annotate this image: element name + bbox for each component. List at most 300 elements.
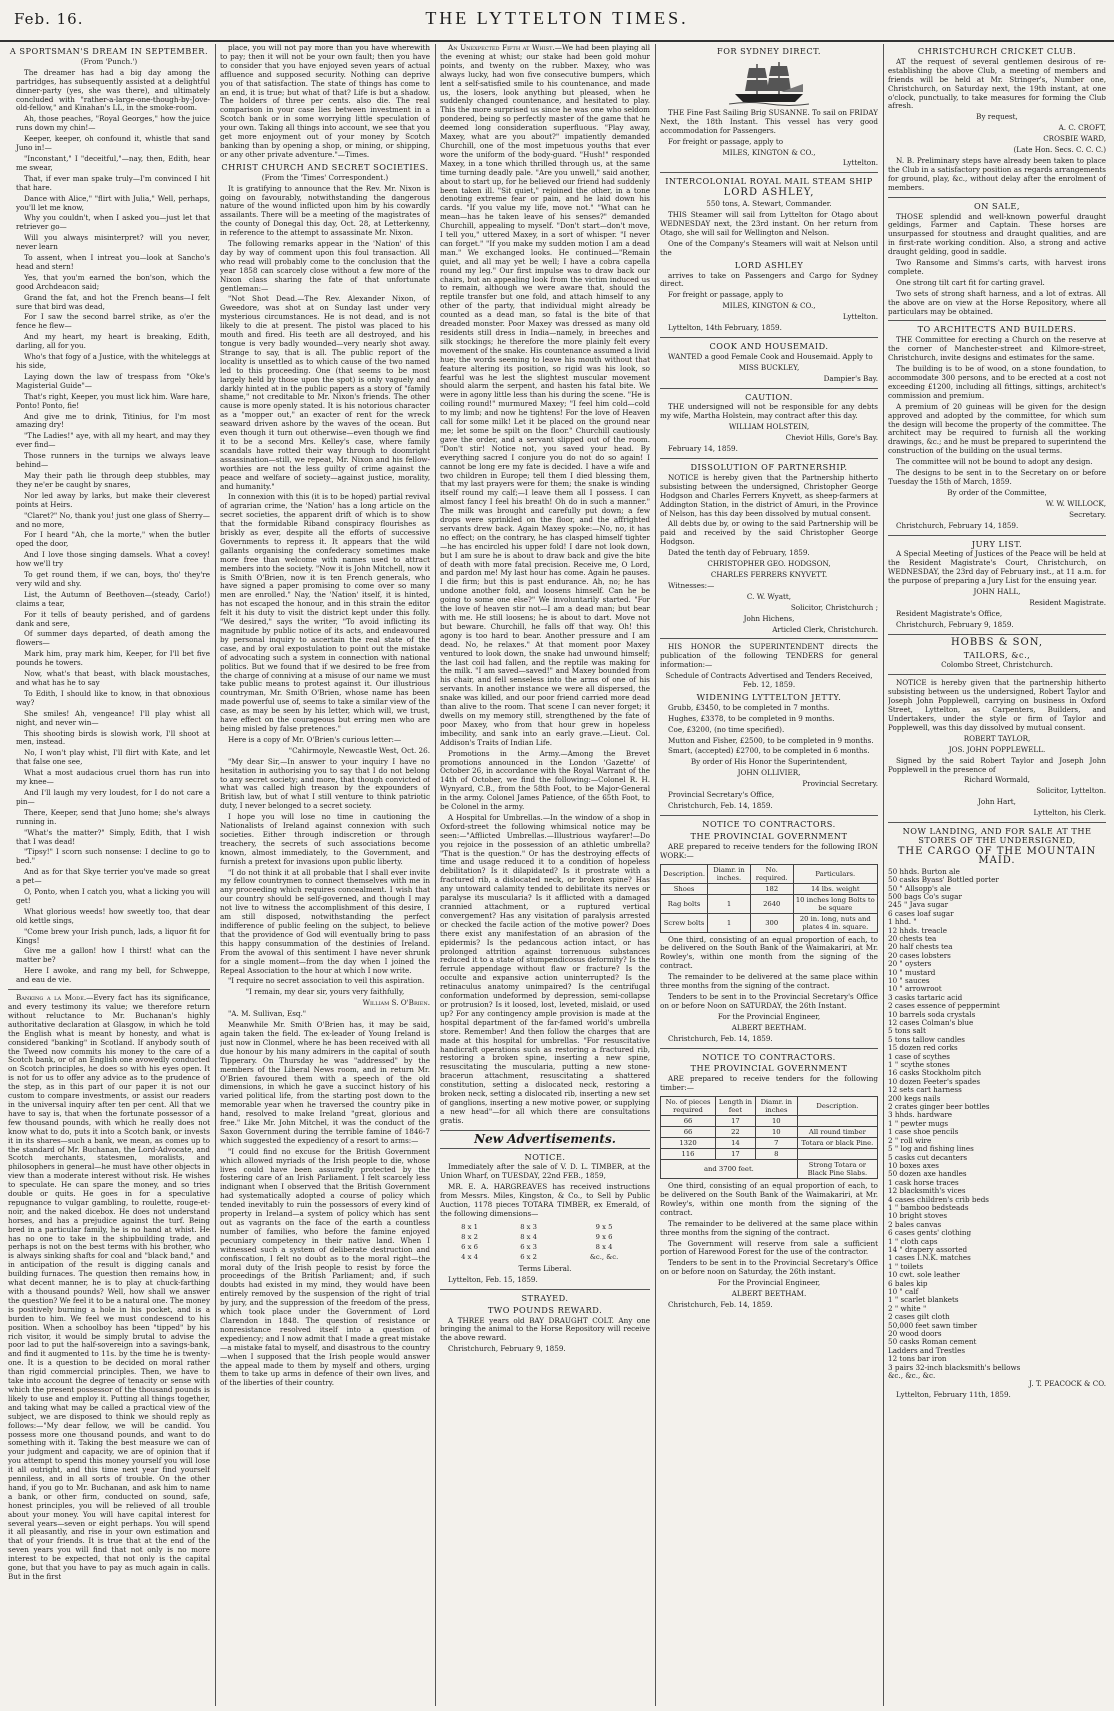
contractors-date: Christchurch, Feb. 14, 1859. (668, 1300, 773, 1309)
architects-order: By order of the Committee, (947, 487, 1047, 497)
sale-paragraph: Two sets of strong shaft harness, and a lot of extras. All the above are on view at the Horse Repository, where all particulars may be obtained. (888, 288, 1106, 316)
column-5 (888, 44, 1106, 1706)
cargo-item: 12 tons bar iron (888, 1354, 947, 1364)
strayed-subtitle: TWO POUNDS REWARD. (487, 1304, 603, 1315)
poem-line: To assent, when I intreat you—look at Sancho's head and stern! (16, 253, 210, 271)
caution-paragraph: THE undersigned will not be responsible for any debts my wife, Martha Holstein, may contract after this day. (660, 402, 878, 421)
notice-paragraph: Immediately after the sale of V. D. L. TIMBER, at the Union Wharf, on TUESDAY, 22nd FEB., 1859, (440, 1162, 650, 1181)
poem-line: "Inconstant," I "deceitful,"—nay, then, Edith, hear me swear, (16, 153, 210, 172)
dissolution-title: DISSOLUTION OF PARTNERSHIP. (690, 462, 848, 472)
architects-paragraph: THE Committee for erecting a Church on the reserve at the corner of Manchester-street and Kilmore-street, Christchurch, invite designs and estimates for the same. (888, 335, 1106, 363)
jury-role: Resident Magistrate. (1029, 597, 1106, 607)
cargo-list (888, 868, 1106, 1381)
contractors-date: Christchurch, Feb. 14, 1859. (668, 1033, 773, 1043)
cargo-item: 1 " scythe stones (888, 1060, 950, 1070)
jury-title: JURY LIST. (971, 538, 1023, 549)
table-row (661, 894, 878, 913)
strayed-date: Christchurch, February 9, 1859. (448, 1344, 566, 1354)
jetty-line: Smart, (accepted) £2700, to be completed in 6 months. (668, 746, 870, 756)
table-cell: 2640 (750, 894, 793, 913)
poem-line: That's right, Keeper, you must lick him. Ware hare, Ponto! Ponto, fie! (16, 391, 210, 410)
cargo-item: 1 case shoe pencils (888, 1127, 959, 1137)
cargo-item: 2 bales canvas (888, 1219, 942, 1229)
dimension: 6 x 6 (461, 1242, 478, 1251)
contractors-name: ALBERT BEETHAM. (731, 1022, 807, 1032)
table-cell: 116 (661, 1149, 716, 1160)
poem-line: List, the Autumn of Beethoven—(steady, Carlo!) claims a tear, (16, 589, 210, 608)
contractors-paragraph: ARE prepared to receive tenders for the following timber:— (660, 1074, 878, 1093)
sydney-title: FOR SYDNEY DIRECT. (717, 46, 821, 56)
cargo-item: 2 " white " (888, 1303, 927, 1313)
cricket-role: (Late Hon. Secs. C. C. C.) (1013, 145, 1106, 155)
article-paragraph: "A. M. Sullivan, Esq." (228, 1009, 307, 1019)
article-paragraph: "I could find no excuse for the British Government which allowed myriads of the Irish people to die, whose lives could have been assuredly protected by the fostering care of an Irish Parliament. I felt scarcely less indignant when I observed that the British Government had systematically adopted a course of policy which tended inevitably to ruin the possessors of every kind of property in Ireland—a system of policy which has sent out as vagrants on the face of the earth a countless number of families, who before the famine enjoyed pecuniary competency in their native land. When I witnessed such a system of deliberate destruction and confiscation, I felt no doubt as to the moral right—the moral duty of the Irish people to resist by force the proceedings of the British Parliament; and, if such doubts had existed in my mind, they would have been entirely removed by the suspension of the right of trial by jury, and the suppression of the freedom of the press, which took place under the Government of Lord Clarendon in 1848. The question of resistance or nonresistance resolved itself into a question of expediency; and I now admit that I made a great mistake—a mistake fatal to myself, and disastrous to the country—when I supposed that the Irish people would answer the appeal made to them by myself and others, urging them to take up arms in defence of their own lives, and of the liberties of their country. (220, 1146, 430, 1388)
poem-line: There, Keeper, send that Juno home; she's always running in. (16, 807, 210, 826)
witness-name: C. W. Wyatt, (746, 591, 792, 601)
whist-title: An Unexpected Fifth at Whist. (448, 44, 555, 52)
table-header: Particulars. (793, 864, 877, 883)
partnership-name: JOS. JOHN POPPLEWELL. (948, 744, 1046, 754)
steam-agent: MILES, KINGTON & CO., (722, 301, 816, 311)
article-paragraph: The following remarks appear in the 'Nation' of this day by way of comment upon this foul transaction. All who read will probably come to the conclusion that the year 1858 can scarcely close without a few more of the Nixon class sharing the fate of that unfortunate gentleman:— (220, 239, 430, 293)
sale-title: ON SALE, (973, 200, 1021, 211)
poem-line: That, if ever man spake truly—I'm convinced I hit that hare. (16, 173, 210, 192)
cargo-item: 6 cases gents' clothing (888, 1228, 972, 1238)
table-header: Length in feet (716, 1097, 756, 1116)
contractors-paragraph: The remainder to be delivered at the same place within three months from the signing of the contract. (660, 1218, 878, 1237)
contractors-paragraph: Tenders to be sent in to the Provincial Secretary's Office on or before noon on Saturday, the 26th instant. (660, 1258, 878, 1277)
dissolution-date: Dated the tenth day of February, 1859. (668, 548, 810, 558)
architects-paragraph: The committee will not be bound to adopt any design. (896, 457, 1093, 467)
jetty-line: Mutton and Fisher, £2500, to be completed in 9 months. (668, 735, 874, 745)
jetty-role: Provincial Secretary. (802, 779, 878, 789)
dimension: 4 x 4 (461, 1252, 478, 1261)
table-header: Description. (661, 864, 708, 883)
banking-continued: place, you will not pay more than you have wherewith to pay; then it will not be your own fault; then you have to consider that you have enjoyed seven years of actual affluence and supposed security. Nothing can deprive you of that satisfaction. The state of things has come to an end, it is true; but what of that? Life is but a shadow. The holders of three per cents. also die. The real comparison in your case lies between investment in a Scotch bank or in some worrying little speculation of your own. Taking all things into account, we see that you get more enjoyment out of your money by Scotch banking than by opening a shop, or mining, or shipping, or any other private adventure."—Times. (220, 44, 430, 159)
caution-date: February 14, 1859. (668, 444, 738, 454)
banking-text: Every fact has its significance, and every testimony its value; we therefore return without reluctance to Mr. Buchanan's highly authoritative declaration at Glasgow, in which he told the English what is meant by honesty, and what is considered "banking" in Scotland. If anybody south of the Tweed now commits his money to the care of a Scotch bank, or of an English one avowedly conducted on Scotch principles, he does so with his eyes open. It is not for us to offer any advice as to the prudence of the step, as in this part of our paper it is not our custom to compare investments, or assist our readers in the universal inquiry after ten per cent. All that we have to say is, that when the fortunate possessor of a few thousand pounds, with which he really does not know what to do, puts it into a Scotch bank, or invests it in its shares—such a bank, we mean, as comes up to the standard of Mr. Buchanan, the Lord-Advocate, and Scotch merchants, statesmen, moralists, and philosophers in general—he must have other objects in view than a moderate interest without risk. He wishes to speculate. He can spare the money, and so tries double or quits. He goes in for a speculative repugnance to vulgar gambling, to roulette, rouge-et-noir, and the naked dicebox. He does not understand horses, and has a prejudice against the turf. Being bred in a particular family, he is no hand at whist. He has no one to take in the shipbuilding trade, and perhaps is not on the best terms with his brother, who is always sinking shafts for coal and "black band," and in anticipation of the result is digging canals and building furnaces. The question then remains how, in what decent manner, he is to play at chuck-farthing with a thousand pounds? Well, how shall we answer the question? We feel it to be a natural one. The money is positively burning a hole in his pocket, and is a burden to him. We feel we must condescend to his position. When a schoolboy has been "tipped" by his rich visitor, it would be simply brutal to advise the poor lad to put the half-sovereign into a savings-bank, and find it augmented to 11s. by the time he is twenty-one. It is a question to be decided on moral rather than rigid commercial principles. Then, we have to take into account the degree of tenacity or sense with which the present possessor of the thousand pounds is likely to use and employ it. Putting all things together, and taking what may be called a practical view of the subject, we are disposed to think we should reply as follows:—"My dear fellow, we will be candid. You possess more one thousand pounds, and want to do something with it. Taking the best measure we can of your judgment and capacity, we are of opinion that if you attempt to spend this money yourself you will lose it all outright, and this time next year find yourself penniless, and in all sorts of trouble. On the other hand, if you go to Mr. Buchanan, and ask him to name a bank, or other firm, conducted on sound, safe, honest principles, you will be relieved of all trouble about your money. You will have capital interest for several years—seven or eight perhaps. You will spend it all pleasantly, and rise in your own estimation and that of your friends. It is true that at the end of the seven years you will find that not only is no more interest to be expected, that not only is the capital gone, but that you have to pay as much again in calls. But in the first (8, 993, 210, 1581)
architects-name: W. W. WILLOCK, (1045, 498, 1106, 508)
table-header: Description. (797, 1097, 877, 1116)
poem-line: Of summer days departed, of death among the flowers— (16, 629, 210, 648)
dissolution-signatory: CHARLES FERRERS KNYVETT. (710, 569, 828, 579)
cargo-item: 4 cases children's crib beds (888, 1194, 989, 1204)
cargo-item: 20 " oysters (888, 959, 932, 969)
superintendent-paragraph: HIS HONOR the SUPERINTENDENT directs the publication of the following TENDERS for general information:— (660, 642, 878, 670)
poem-line: "Claret?" No, thank you! just one glass of Sherry—and no more, (16, 510, 210, 529)
cargo-item: 5 tons tallow candles (888, 1034, 965, 1044)
table-cell: Screw bolts (661, 913, 708, 932)
table-cell: Strong Totara or Black Pine Slabs. (797, 1160, 877, 1179)
table-row (661, 913, 878, 932)
dimension: 6 x 3 (520, 1242, 537, 1251)
poem-line: Mark him, pray mark him, Keeper, for I'll bet five pounds he towers. (16, 649, 210, 668)
contractors-name: ALBERT BEETHAM. (731, 1289, 807, 1299)
cargo-item: 5 casks cut decanters (888, 1152, 968, 1162)
article-paragraph: "Cahirmoyle, Newcastle West, Oct. 26. (288, 745, 430, 755)
cargo-item: 3 hhds. hardware (888, 1110, 953, 1120)
cargo-item: 12 sets cart harness (888, 1085, 962, 1095)
partnership-witness: John Hart, (978, 797, 1016, 807)
column-1: A SPORTSMAN'S DREAM IN SEPTEMBER. (From 'Punch.') The dreamer has had a big day among the partridges, has subsequently assisted at a delightful dinner-party (yes, she was there), and ultimately concluded with "rather-a-large-one-though-by-Jove-old-fellow," and Kinahan's LL, in the smoke-room. Ah, those peaches, "Royal Georges," how the juice runs down my chin!— Keeper, keeper, oh confound it, whistle that sand Juno in!— "Inconstant," I "deceitful,"—nay, then, Edith, hear me swear, That, if ever man spake truly—I'm convinced I hit that hare. Dance with Alice," "flirt with Julia," Well, perhaps, you'll let me know, Why you couldn't, when I asked you—just let that retriever go— Will you always misinterpret? will you never, never learn To assent, when I intreat you—look at Sancho's head and stern! Yes, that you'm earned the bon'son, which the good Archdeacon said; Grand the fat, and hot the French beans—I felt sure that bird was dead, For I saw the second barrel strike, as o'er the fence he flew— And my heart, my heart is breaking, Edith, darling, all for you. Who's that fogy of a Justice, with the whiteleggs at his side, Laying down the law of trespass from "Oke's Magisterial Guide"— That's right, Keeper, you must lick him. Ware hare, Ponto! Ponto, fie! And give me to drink, Titinius, for I'm most amazing dry! "The Ladies!" aye, with all my heart, and may they ever find— Those runners in the turnips we always leave behind— May their path lie through deep stubbles, may they ne'er be caught by snares, Nor led away by larks, but make their cleverest points at Heirs. "Claret?" No, thank you! just one glass of Sherry—and no more, For I heard "Ah, che la morte," when the butler oped the door, And I love those singing damsels. What a covey! how we'll try To get round them, if we can, boys, tho' they're very wild and shy. List, the Autumn of Beethoven—(steady, Carlo!) claims a tear, For it tells of beauty perished, and of gardens dank and sere, Of summer days departed, of death among the flowers— Mark him, pray mark him, Keeper, for I'll bet five pounds he towers. Now, what's that beast, with black moustaches, and what has he to say To Edith, I should like to know, in that obnoxious way? She smiles! Ah, vengeance! I'll play whist all night, and never win— This shooting birds is slowish work, I'll shoot at men, instead. No, I won't play whist, I'll flirt with Kate, and let that false one see, What a most audacious cruel thorn has run into my knee— And I'll laugh my very loudest, for I do not care a pin— There, Keeper, send that Juno home; she's always running in. "What's the matter?" Simply, Edith, that I wish that I was dead! "Tipsy!" I scorn such nonsense: I decline to go to bed." And as for that Skye terrier you've made so great a pet— O, Ponto, when I catch you, what a licking you will get! What glorious weeds! how sweetly too, that dear old kettle sings, "Come brew your Irish punch, lads, a liquor fit for Kings! Give me a gallon! how I thirst! what can the matter be? Here I awoke, and rang my bell, for Schweppe, and eau de vie. Banking a la Mode.—Every fact has its significance, and every testimony its value; we therefore return without reluctance to Mr. Buchanan's highly authoritative declaration at Glasgow, in which he told the English what is meant by honesty, and what is considered "banking" in Scotland. If anybody south of the Tweed now commits his money to the care of a Scotch bank, or of an English one avowedly conducted on Scotch principles, he does so with his eyes open. It is not for us to offer any advice as to the prudence of the step, as in this part of our paper it is not our custom to compare investments, or assist our readers in the universal inquiry after ten per cent. All that we have to say is, that when the fortunate possessor of a few thousand pounds, with which he really does not know what to do, puts it into a Scotch bank, or invests it in its shares—such a bank, we mean, as comes up to the standard of Mr. Buchanan, the Lord-Advocate, and Scotch merchants, statesmen, moralists, and philosophers in general—he must have other objects in view than a moderate interest without risk. He wishes to speculate. He can spare the money, and so tries double or quits. He goes in for a speculative repugnance to vulgar gambling, to roulette, rouge-et-noir, and the naked dicebox. He does not understand horses, and has a prejudice against the turf. Being bred in a particular family, he is no hand at whist. He has no one to take in the shipbuilding trade, and perhaps is not on the best terms with his brother, who is always sinking shafts for coal and "black band," and in anticipation of the result is digging canals and building furnaces. The question then remains how, in what decent manner, he is to play at chuck-farthing with a thousand pounds? Well, how shall we answer the question? We feel it to be a natural one. The money is positively burning a hole in his pocket, and is a burden to him. We feel we must condescend to his position. When a schoolboy has been "tipped" by his rich visitor, it would be simply brutal to advise the poor lad to put the half-sovereign into a savings-bank, and find it augmented to 11s. by the time he is twenty-one. It is a question to be decided on moral rather than rigid commercial principles. Then, we have to take into account the degree of tenacity or sense with which the present possessor of the thousand pounds is likely to use and employ it. Putting all things together, and taking what may be called a practical view of the subject, we are disposed to think we should reply as follows:—"My dear fellow, we will be candid. You possess more one thousand pounds, and want to do something with it. Taking the best measure we can of your judgment and capacity, we are of opinion that if you attempt to spend this money yourself you will lose it all outright, and this time next year find yourself penniless, and in all sorts of trouble. On the other hand, if you go to Mr. Buchanan, and ask him to name a bank, or other firm, conducted on sound, safe, honest principles, you will be relieved of all trouble about your money. You will have capital interest for several years—seven or eight perhaps. You will spend it all pleasantly, and rise in your own estimation and that of your friends. It is true that at the end of the seven years you will find that not only is no more interest to be expected, that not only is the capital gone, but that you have to pay as much again in calls. But in the first (8, 46, 210, 1581)
cargo-date: Lyttelton, February 11th, 1859. (896, 1390, 1011, 1400)
cargo-item: 20 chests tea (888, 933, 937, 943)
table-cell: Shoes (661, 883, 708, 894)
cargo-item: 10 " arrowroot (888, 984, 942, 994)
table-row (661, 1149, 878, 1160)
partnership-witness: Richard Wormald, (964, 775, 1030, 785)
contractors-title: NOTICE TO CONTRACTORS. (702, 1051, 836, 1062)
table-header: No. of pieces required (661, 1097, 716, 1116)
cook-name: MISS BUCKLEY, (738, 362, 800, 372)
cargo-item: 10 " sauces (888, 975, 930, 985)
architects-paragraph: The designs to be sent in to the Secretary on or before Tuesday the 15th of March, 1859. (888, 468, 1106, 486)
cargo-item: 2 " roll wire (888, 1135, 932, 1145)
poem-line: "What's the matter?" Simply, Edith, that I wish that I was dead! (16, 827, 210, 846)
cricket-title: CHRISTCHURCH CRICKET CLUB. (917, 46, 1077, 56)
cricket-request: By request, (976, 112, 1018, 122)
table-cell: 10 inches long Bolts to be square (793, 894, 877, 913)
partnership-witness-role: Solicitor, Lyttelton. (1036, 786, 1106, 796)
poem-line: Yes, that you'm earned the bon'son, which the good Archdeacon said; (16, 272, 210, 291)
table-cell: 7 (755, 1138, 797, 1149)
table-cell (797, 1149, 877, 1160)
contractors-paragraph: One third, consisting of an equal proportion of each, to be delivered on the South Bank of the Waimakariri, at Mr. Rowley's, within one month from the signing of the contract. (660, 1181, 878, 1217)
hobbs-title: HOBBS & SON, (950, 636, 1044, 648)
contractors-subtitle: THE PROVINCIAL GOVERNMENT (690, 1063, 848, 1074)
hobbs-place: Colombo Street, Christchurch. (941, 660, 1053, 670)
sydney-freight: For freight or passage, apply to (668, 136, 784, 146)
poem-line: Laying down the law of trespass from "Oke's Magisterial Guide"— (16, 371, 210, 390)
steam-paragraph: One of the Company's Steamers will wait at Nelson until the (660, 238, 878, 257)
cargo-item: 1 " toilets (888, 1261, 924, 1271)
table-cell: 1 (708, 913, 751, 932)
cargo-item: 1 cases I.N.K. matches (888, 1253, 971, 1263)
cargo-item: 2 crates ginger beer bottles (888, 1102, 990, 1112)
columns (8, 44, 1108, 1706)
cargo-item: 16 casks Stockholm pitch (888, 1068, 982, 1078)
jury-paragraph: A Special Meeting of Justices of the Peace will be held at the Resident Magistrate's Court, Christchurch, on WEDNESDAY, the 23rd day of February inst., at 11 a.m. for the purpose of preparing a Jury List for the ensuing year. (888, 549, 1106, 586)
poem-title: A SPORTSMAN'S DREAM IN SEPTEMBER. (9, 46, 209, 56)
table-cell: 14 (716, 1138, 756, 1149)
table-cell: 17 (716, 1149, 756, 1160)
steam-paragraph: arrives to take on Passengers and Cargo for Sydney direct. (660, 270, 878, 289)
cargo-item: 12 hhds. treacle (888, 925, 947, 935)
cargo-item: 2 cases gilt cloth (888, 1312, 950, 1322)
poem-line: No, I won't play whist, I'll flirt with Kate, and let that false one see, (16, 748, 210, 767)
contractors-for: For the Provincial Engineer, (717, 1278, 821, 1288)
jetty-name: JOHN OLLIVIER, (737, 768, 801, 778)
witness-role: Articled Clerk, Christchurch. (772, 624, 878, 634)
secret-societies-source: (From the 'Times' Correspondent.) (261, 172, 389, 182)
table-row (661, 1116, 878, 1127)
cargo-item: 500 bags Co's sugar (888, 891, 962, 901)
cargo-item: 10 " calf (888, 1287, 919, 1296)
dimension: 9 x 5 (595, 1222, 613, 1231)
partnership-name: ROBERT TAYLOR, (963, 733, 1031, 743)
jury-date: Christchurch, February 9, 1859. (896, 619, 1014, 629)
poem-line: What glorious weeds! how sweetly too, that dear old kettle sings, (16, 906, 210, 925)
poem-line: She smiles! Ah, vengeance! I'll play whist all night, and never win— (16, 708, 210, 727)
issue-date: Feb. 16. (14, 10, 84, 28)
superintendent-schedule: Schedule of Contracts Advertised and Tenders Received, Feb. 12, 1859. (665, 671, 873, 690)
dimension: 9 x 6 (595, 1232, 613, 1241)
table-cell: 66 (661, 1116, 716, 1127)
masthead (0, 0, 1114, 42)
ship-icon (729, 58, 809, 106)
table-header: Diamr. in inches (755, 1097, 797, 1116)
cricket-paragraph: AT the request of several gentlemen desirous of re-establishing the above Club, a meeting of members and friends will be held at Mr. Stringer's, Number one, Christchurch, on Saturday next, the 19th instant, at one o'clock, punctually, to take measures for forming the Club afresh. (888, 56, 1106, 111)
poem-line: The dreamer has had a big day among the partridges, has subsequently assisted at a delightful dinner-party (yes, she was there), and ultimately concluded with "rather-a-large-one-though-by-Jove-old-fellow," and Kinahan's LL, in the smoke-room. (16, 67, 210, 113)
column-2 (220, 44, 430, 1706)
architects-date: Christchurch, February 14, 1859. (896, 520, 1019, 530)
strayed-title: STRAYED. (521, 1292, 569, 1303)
cargo-item: 6 bales kip (888, 1278, 928, 1288)
table-cell: 10 (755, 1116, 797, 1127)
new-advertisements-heading: New Advertisements. (474, 1131, 616, 1146)
poem-line: To Edith, I should like to know, in that obnoxious way? (16, 688, 210, 707)
contractors-title: NOTICE TO CONTRACTORS. (702, 818, 836, 829)
jury-office: Resident Magistrate's Office, (896, 608, 1003, 618)
cargo-item: 1 " pewter mugs (888, 1118, 949, 1128)
cargo-item: 1 case of scythes (888, 1051, 950, 1061)
whist-text: We had been playing all the evening at whist; our stake had been gold mohur points, and twenty on the rubber. Maxey, who was always lucky, had won five consecutive bumpers, which lent a self-satisfied smile to his countenance, and made us, the losers, look anything but pleased, when he suddenly changed countenance, and hesitated to play. This the more surprised us since he was one who seldom pondered, being so perfectly master of the game that he deemed long consideration superfluous. "Play away, Maxey, what are you about?" impatiently demanded Churchill, one of the most impetuous youths that ever wore the uniform of the body-guard. "Hush!" responded Maxey, in a tone which thrilled through us, at the same time turning deadly pale. "Are you unwell," said another, about to start up, for he believed our friend had suddenly been taken ill. "Sit quiet," rejoined the other, in a tone denoting extreme fear or pain, and he laid down his cards. "If you value my life, move not." "What can he mean—has he taken leave of his senses?" demanded Churchill, appealing to myself. "Don't start—don't move, I tell you," uttered Maxey, in a sort of whisper. "I never can forget." "If you make my sudden motion I am a dead man." We exchanged looks. He continued—"Remain quiet, and all may yet be well; I have a cobra capella round my leg." Our first impulse was to draw back our chairs, but an appealing look from the victim induced us to remain, although we were aware that, should the reptile transfer but one fold, and attach himself to any other of the party, that individual might already be counted as a dead man, so fatal is the bite of that dreaded monster. Poor Maxey was dressed as many old residents still dress in India—namely, in breeches and silk stockings; he therefore the more plainly felt every movement of the snake. His countenance assumed a livid hue; the words seeming to leave his mouth without that feature altering its position, so rigid was his look, so fearful was he lest the slightest muscular movement should alarm the serpent, and hasten his fatal bite. We were in agony little less than his during the scene. "He is coiling round!" murmured Maxey; "I feel him cold—cold to my limb; and now he tightens! For the love of Heaven call for some milk! Let it be placed on the ground near me; let some be spilt on the floor." Churchill cautiously gave the order, and a servant slipped out of the room. "Don't stir! Notice not, you saved your head. By everything sacred I conjure you do not do so again! I cannot be long ere my fate is decided. I have a wife and two children in Europe; tell them I died blessing them, that my last prayers were for them; the snake is winding itself round my calf;—I leave them all I possess. I can almost fancy I feel his breath! Oh do in such a manner." The milk was brought and carefully put down; a few drops were sprinkled on the floor, and the affrighted servants drew back. Again Maxey spoke:—No, no, it has no effect; on the contrary, he has clasped himself tighter—he has encircled his upper fold! I dare not look down, but I am sure he is about to draw back and give the bite of death with more fatal precision. Receive me, O Lord, and pardon me! My last hour has come. Again he pauses. I die firm; but this is past endurance. Ah, no; he has undone another fold, and loosens himself. Can he be going to some one else?" We involuntarily started. "For the love of heaven stir not—I am a dead man; but bear with me. He still loosens; he is about to dart. Move not but beware. Churchill, he falls off that way. Oh! this agony is too hard to bear. Another pressure and I am dead. No, he relaxes." At that moment poor Maxey ventured to look down, the snake had unwound himself; the last coil had fallen, and the reptile was making for the milk. "I am saved—saved!" and Maxey bounded from his chair, and fell senseless into the arms of one of his servants. In another instance we were all dispersed, the snake was killed, and our poor friend carried more dead than alive to the room. That scene I can never forget; it dwells on my memory still, strengthened by the fate of poor Maxey, who from that hour grew in hopeless imbecility, and sank into an early grave.—Lieut. Col. Addison's Traits of Indian Life. (440, 44, 650, 747)
table-cell: 20 in. long, nuts and plates 4 in. square. (793, 913, 877, 932)
article-signature: William S. O'Brien. (362, 998, 430, 1008)
contractors-paragraph: ARE prepared to receive tenders for the following IRON WORK:— (660, 841, 878, 860)
cargo-item: 10 boxes axes (888, 1160, 939, 1170)
poem-line: This shooting birds is slowish work, I'll shoot at men, instead. (16, 728, 210, 747)
terms: Terms Liberal. (518, 1263, 572, 1273)
table-cell (797, 1116, 877, 1127)
column-3: An Unexpected Fifth at Whist.—We had been playing all the evening at whist; our stake had been gold mohur points, and twenty on the rubber. Maxey, who was always lucky, had won five consecutive bumpers, which lent a self-satisfied smile to his countenance, and made us, the losers, look anything but pleased, when he suddenly changed countenance, and hesitated to play. This the more surprised us since he was one who seldom pondered, being so perfectly master of the game that he deemed long consideration superfluous. "Play away, Maxey, what are you about?" impatiently demanded Churchill, one of the most impetuous youths that ever wore the uniform of the body-guard. "Hush!" responded Maxey, in a tone which thrilled through us, at the same time turning deadly pale. "Are you unwell," said another, about to start up, for he believed our friend had suddenly been taken ill. "Sit quiet," rejoined the other, in a tone denoting extreme fear or pain, and he laid down his cards. "If you value my life, move not." "What can he mean—has he taken leave of his senses?" demanded Churchill, appealing to myself. "Don't start—don't move, I tell you," uttered Maxey, in a sort of whisper. "I never can forget." "If you make my sudden motion I am a dead man." We exchanged looks. He continued—"Remain quiet, and all may yet be well; I have a cobra capella round my leg." Our first impulse was to draw back our chairs, but an appealing look from the victim induced us to remain, although we were aware that, should the reptile transfer but one fold, and attach himself to any other of the party, that individual might already be counted as a dead man, so fatal is the bite of that dreaded monster. Poor Maxey was dressed as many old residents still dress in India—namely, in breeches and silk stockings; he therefore the more plainly felt every movement of the snake. His countenance assumed a livid hue; the words seeming to leave his mouth without that feature altering its position, so rigid was his look, so fearful was he lest the slightest muscular movement should alarm the serpent, and hasten his fatal bite. We were in agony little less than his during the scene. "He is coiling round!" murmured Maxey; "I feel him cold—cold to my limb; and now he tightens! For the love of Heaven call for some milk! Let it be placed on the ground near me; let some be spilt on the floor." Churchill cautiously gave the order, and a servant slipped out of the room. "Don't stir! Notice not, you saved your head. By everything sacred I conjure you do not do so again! I cannot be long ere my fate is decided. I have a wife and two children in Europe; tell them I died blessing them, that my last prayers were for them; the snake is winding itself round my calf;—I leave them all I possess. I can almost fancy I feel his breath! Oh do in such a manner." The milk was brought and carefully put down; a few drops were sprinkled on the floor, and the affrighted servants drew back. Again Maxey spoke:—No, no, it has no effect; on the contrary, he has clasped himself tighter—he has encircled his upper fold! I dare not look down, but I am sure he is about to draw back and give the bite of death with more fatal precision. Receive me, O Lord, and pardon me! My last hour has come. Again he pauses. I die firm; but this is past endurance. Ah, no; he has undone another fold, and loosens himself. Can he be going to some one else?" We involuntarily started. "For the love of heaven stir not—I am a dead man; but bear with me. He still loosens; he is about to dart. Move not but beware. Churchill, he falls off that way. Oh! this agony is too hard to bear. Another pressure and I am dead. No, he relaxes." At that moment poor Maxey ventured to look down, the snake had unwound himself; the last coil had fallen, and the reptile was making for the milk. "I am saved—saved!" and Maxey bounded from his chair, and fell senseless into the arms of one of his servants. In another instance we were all dispersed, the snake was killed, and our poor friend carried more dead than alive to the room. That scene I can never forget; it dwells on my memory still, strengthened by the fate of poor Maxey, who from that hour grew in hopeless imbecility, and sank into an early grave.—Lieut. Col. Addison's Traits of Indian Life. Promotions in the Army.—Among the Brevet promotions announced in the London 'Gazette' of October 26, in accordance with the Royal Warrant of the 14th of October, we find the following:—Colonel R. H. Wynyard, C.B., from the 58th Foot, to be Major-General in the army. Colonel James Patience, of the 65th Foot, to be Colonel in the army. A Hospital for Umbrellas.—In the window of a shop in Oxford-street the following whimsical notice may be seen:—"Afflicted Umbrellas.—Illustrious wayfarer!—Do you rejoice in the possession of an athletic umbrella? "That is the question." Or has the destroying effects of time and usage reduced it to a condition of hopeless debilitation? Is it dilapidated? Is it prostrate with a fractured rib, a dislocated neck, or broken spine? Has any untoward calamity tended to debilitate its nerves or paralyse its muscularia? Is it afflicted with a damaged crannied attachment, or a ruptured vertical convergement? Has any visitation of paralysis arrested or checked the facile action of the motive power? Does there exist any manifestation of an abrasion of the epidermis? Is the pedancous action intact, or has prolonged attrition against torrenuous substances reduced it to a state of stumpendicosus deformity? Is the ferrule appendage without flaw or fracture? Is the occulte and expansive action uninterrupted? Is the retinaculus anatomy unimpaired? Is the centrifugal conformation undeformed by depression, semi-collapse or protrusion? Is it loosed, lost, leveted, mislaid, or used up? For any contingency ample provision is made at the hospital department of the far-famed world's umbrella store. Remember! And then follow the charges that are made at this hospital for umbrellas. "For resuscitative handicraft operations such as restoring a fractured rib, restoring a broken spine, inserting a new spine, resuscitating the muscularia, putting a new stone-bracerun attachment, resuscitating a shattered constitution, setting a dislocated neck, restoring a broken neck, setting a dislocated rib, inserting a new set of ganglions, inserting a new motive power, or supplying a new head"—for all which there are consultations gratis. New Advertisements. NOTICE. Immediately after the sale of V. D. L. TIMBER, at the Union Wharf, on TUESDAY, 22nd FEB., 1859, MR. E. A. HARGREAVES has received instructions from Messrs. Miles, Kingston, & Co., to Sell by Public Auction, 1178 pieces TOTARA TIMBER, ex Emerald, of the following dimensions— 8 x 1 8 x 3 9 x 5 8 x 2 8 x 4 9 x 6 6 x 6 6 x 3 8 x 4 4 x 4 6 x 2 &c., &c. Terms Liberal. Lyttelton, Feb. 15, 1859. STRAYED. TWO POUNDS REWARD. A THREE years old BAY DRAUGHT COLT. Any one bringing the animal to the Horse Repository will receive the above reward. Christchurch, February 9, 1859. (440, 44, 650, 1354)
poem-line: Who's that fogy of a Justice, with the whiteleggs at his side, (16, 352, 210, 370)
cargo-item: 245 " Java sugar (888, 900, 949, 910)
cargo-item: 14 " drapery assorted (888, 1244, 968, 1254)
table-cell: 14 lbs. weight (793, 883, 877, 894)
poem-line: For I heard "Ah, che la morte," when the butler oped the door, (16, 530, 210, 549)
cargo-item: 10 " mustard (888, 967, 936, 977)
sydney-paragraph: THE Fine Fast Sailing Brig SUSANNE. To sail on FRIDAY Next, the 18th Instant. This vessel has very good accommodation for Passengers. (660, 107, 878, 135)
sale-paragraph: Two Ransome and Simms's carts, with harvest irons complete. (888, 258, 1106, 276)
steam-place: Lyttelton. (842, 312, 878, 322)
table-row (661, 1160, 878, 1179)
cargo-item: 5 " log and fishing lines (888, 1144, 974, 1154)
table-cell (708, 883, 751, 894)
cargo-item: 6 cases loaf sugar (888, 908, 954, 918)
column-4 (660, 44, 878, 1706)
hargreaves-paragraph: MR. E. A. HARGREAVES has received instructions from Messrs. Miles, Kingston, & Co., to Sell by Public Auction, 1178 pieces TOTARA TIMBER, ex Emerald, of the following dimensions— (440, 1182, 650, 1218)
newspaper-title: THE LYTTELTON TIMES. (425, 8, 689, 28)
table-cell: 10 (755, 1127, 797, 1138)
poem-line: "The Ladies!" aye, with all my heart, and may they ever find— (16, 431, 210, 450)
table-cell: All round timber (797, 1127, 877, 1138)
cargo-item: 1 hhd. " (888, 917, 917, 927)
jetty-office: Provincial Secretary's Office, (668, 790, 775, 800)
jetty-date: Christchurch, Feb. 14, 1859. (668, 801, 773, 810)
steam-date: Lyttelton, 14th February, 1859. (668, 323, 782, 333)
table-row (661, 1138, 878, 1149)
cargo-title: NOW LANDING, AND FOR SALE AT THE STORES OF THE UNDERSIGNED, (902, 826, 1092, 845)
caution-name: WILLIAM HOLSTEIN, (728, 422, 810, 432)
poem-line: "Tipsy!" I scorn such nonsense: I decline to go to bed." (16, 847, 210, 866)
jetty-title: WIDENING LYTTELTON JETTY. (696, 691, 842, 702)
timber-dimensions (440, 1222, 650, 1262)
partnership-notice: NOTICE is hereby given that the partnership hitherto subsisting between us the undersigned, Robert Taylor and Joseph John Popplewell, carrying on business in Oxford Street, Lyttelton, as Carpenters, Builders, and Undertakers, under the style or firm of Taylor and Popplewell, was this day dissolved by mutual consent. (888, 678, 1106, 732)
steam-ship-name: LORD ASHLEY (734, 259, 804, 270)
poem-line: And I'll laugh my very loudest, for I do not care a pin— (16, 787, 210, 806)
article-paragraph: "I require no secret association to veil this aspiration. (228, 976, 425, 986)
cargo-item: 50 hhds. Burton ale (888, 866, 960, 876)
poem-line: Keeper, keeper, oh confound it, whistle that sand Juno in!— (16, 134, 210, 153)
article-paragraph: Here is a copy of Mr. O'Brien's curious letter:— (228, 734, 402, 744)
table-cell: 300 (750, 913, 793, 932)
dimension: 8 x 1 (461, 1222, 478, 1231)
cargo-item: 1 cask horse traces (888, 1177, 959, 1187)
cargo-item: 50 " Allsopp's ale (888, 883, 951, 893)
cargo-item: 10 bright stoves (888, 1211, 948, 1221)
sydney-agent: MILES, KINGTON & CO., (722, 147, 816, 157)
cargo-item: 200 kegs nails (888, 1093, 941, 1103)
dissolution-paragraph: All debts due by, or owing to the said Partnership will be paid and received by the said Christopher George Hodgson. (660, 519, 878, 547)
table-row (661, 883, 878, 894)
cargo-item: 50 casks Roman cement (888, 1337, 977, 1347)
cargo-item: 2 cases essence of peppermint (888, 1001, 1000, 1011)
jetty-line: Coe, £3200, (no time specified). (668, 724, 785, 734)
witness-name: John Hichens, (743, 613, 795, 623)
article-paragraph: "Not Shot Dead.—The Rev. Alexander Nixon, of Gweedore, was shot at on Sunday last under very mysterious circumstances. He is not dead, and is not likely to die at present. The pistol was placed to his mouth and fired. His teeth are all destroyed, and his tongue is very badly wounded—very nearly shot away. Strange to say, that is all. The public report of the locality is unsettled as to which cause of the two named led to this proceeding. One (that seems to be most largely held by those upon the spot) is only vaguely and darkly hinted at in the public papers as a story of "family shame," not creditable to Mr. Nixon's friends. The other cause is more openly stated. It is his notorious character as a "mopper out," an exacter of rent for the wreck seaward driven ashore by the waves of the ocean. But even though it turn out otherwise—even though we find it to be a second Mrs. Kelley's case, where family scandals have rotted their way through to doomright assassination—still, we repeat, Mr. Nixon and his fellow-worthies are not the less guilty of crime against the peace and welfare of society—against justice, morality, and humanity." (220, 294, 430, 491)
strayed-paragraph: A THREE years old BAY DRAUGHT COLT. Any one bringing the animal to the Horse Repository will receive the above reward. (440, 1315, 650, 1343)
table-row (661, 1127, 878, 1138)
poem-line: And my heart, my heart is breaking, Edith, darling, all for you. (16, 332, 210, 351)
cargo-item: &c., &c., &c. (888, 1371, 936, 1381)
poem-line: And I love those singing damsels. What a covey! how we'll try (16, 550, 210, 569)
cargo-item: Ladders and Trestles (888, 1345, 966, 1355)
jetty-line: Hughes, £3378, to be completed in 9 months. (668, 713, 835, 723)
table-cell: 17 (716, 1116, 756, 1127)
dimension: 8 x 3 (520, 1222, 537, 1231)
contractors-paragraph: The Government will reserve from sale a sufficient portion of Harewood Forest for the use of the contractor. (660, 1238, 878, 1257)
dimension: &c., &c. (589, 1252, 619, 1261)
steam-ship-name: LORD ASHLEY, (723, 187, 815, 199)
cargo-item: 50,000 feet sawn timber (888, 1320, 978, 1330)
poem-line: Grand the fat, and hot the French beans—I felt sure that bird was dead, (16, 292, 210, 311)
poem-line: O, Ponto, when I catch you, what a licking you will get! (16, 887, 210, 905)
cargo-item: 50 dozen axe handles (888, 1169, 967, 1179)
iron-work-table (660, 864, 878, 933)
poem-line: What a most audacious cruel thorn has run into my knee— (16, 768, 210, 787)
partnership-witness-role: Lyttelton, his Clerk. (1033, 808, 1106, 818)
caution-place: Cheviot Hills, Gore's Bay. (785, 433, 878, 443)
cargo-item: 10 dozen Feeter's spades (888, 1076, 981, 1086)
cargo-item: 3 pairs 32-inch blacksmith's bellows (888, 1362, 1021, 1372)
table-cell: 22 (716, 1127, 756, 1138)
sale-paragraph: One strong tilt cart fit for carting gravel. (896, 277, 1045, 287)
poem-line: "Come brew your Irish punch, lads, a liquor fit for Kings! (16, 926, 210, 945)
notice-date: Lyttelton, Feb. 15, 1859. (448, 1274, 538, 1284)
article-paragraph: "My dear Sir,—In answer to your inquiry I have no hesitation in authorising you to say that I do not belong to any secret society; and more, that though convicted of what was called high treason by the expounders of British law, but of what I still venture to think patriotic duty, I never belonged to a secret society. (220, 756, 430, 811)
table-cell: 1320 (661, 1138, 716, 1149)
jetty-order: By order of His Honor the Superintendent, (690, 757, 848, 767)
umbrella-paragraph: A Hospital for Umbrellas.—In the window of a shop in Oxford-street the following whimsical notice may be seen:—"Afflicted Umbrellas.—Illustrious wayfarer!—Do you rejoice in the possession of an athletic umbrella? "That is the question." Or has the destroying effects of time and usage reduced it to a condition of hopeless debilitation? Is it dilapidated? Is it prostrate with a fractured rib, a dislocated neck, or broken spine? Has any untoward calamity tended to debilitate its nerves or paralyse its muscularia? Is it afflicted with a damaged crannied attachment, or a ruptured vertical convergement? Has any visitation of paralysis arrested or checked the facile action of the motive power? Does there exist any manifestation of an abrasion of the epidermis? Is the pedancous action intact, or has prolonged attrition against torrenuous substances reduced it to a state of stumpendicosus deformity? Is the ferrule appendage without flaw or fracture? Is the occulte and expansive action uninterrupted? Is the retinaculus anatomy unimpaired? Is the centrifugal conformation undeformed by depression, semi-collapse or protrusion? Is it loosed, lost, leveted, mislaid, or used up? For any contingency ample provision is made at the hospital department of the far-famed world's umbrella store. Remember! And then follow the charges that are made at this hospital for umbrellas. "For resuscitative handicraft operations such as restoring a fractured rib, restoring a broken spine, inserting a new spine, resuscitating the muscularia, putting a new stone-bracerun attachment, resuscitating a shattered constitution, setting a dislocated neck, restoring a broken neck, setting a dislocated rib, inserting a new set of ganglions, inserting a new motive power, or supplying a new head"—for all which there are consultations gratis. (440, 812, 650, 1125)
cargo-ship: THE CARGO OF THE MOUNTAIN MAID. (897, 845, 1097, 866)
article-paragraph: It is gratifying to announce that the Rev. Mr. Nixon is going on favourably, notwithstanding the dangerous nature of the wound inflicted upon him by his cowardly assailants. There will be a meeting of the magistrates of the county of Donegal this day, Oct. 28, at Letterkenny, in reference to the attempt to assassinate Mr. Nixon. (220, 183, 430, 238)
architects-role: Secretary. (1069, 509, 1106, 519)
hobbs-subtitle: TAILORS, &c., (963, 649, 1031, 660)
cargo-item: 12 blacksmith's vices (888, 1186, 966, 1196)
table-cell: Rag bolts (661, 894, 708, 913)
timber-table (660, 1096, 878, 1179)
table-cell: and 3700 feet. (661, 1160, 798, 1179)
cargo-item: 15 dozen red corks (888, 1043, 958, 1053)
cargo-name: J. T. PEACOCK & CO. (1029, 1379, 1106, 1389)
architects-paragraph: The building is to be of wood, on a stone foundation, to accommodate 300 persons, and to be erected at a cost not exceeding £1200, including all fittings, sittings, architect's commission and premium. (888, 364, 1106, 400)
poem-source: (From 'Punch.') (80, 56, 138, 66)
jetty-line: Grubb, £3450, to be completed in 7 months. (668, 702, 830, 712)
cargo-item: 50 casks Byass' Bottled porter (888, 875, 999, 885)
poem-line: For I saw the second barrel strike, as o'er the fence he flew— (16, 312, 210, 331)
contractors-subtitle: THE PROVINCIAL GOVERNMENT (690, 830, 848, 841)
article-paragraph: In connexion with this (it is to be hoped) partial revival of agrarian crime, the 'Nation' has a long article on the secret societies, the apparent drift of which is to show that the formidable Riband conspiracy flourishes as briskly as ever, despite all the efforts of successive Governments to repress it. It appears that the wild gallants organising the confederacy sometimes make more free than welcome with names used to attract members into the society. "Now it is John Mitchell, now it is Smith O'Brien, now it is ten French generals, who have signed a paper promising to come over so many men are enrolled." Nay, the 'Nation' itself, it is hinted, has not escaped the honour, and in this strain the editor felt it his duty to visit the district kept under this folly. "We desired," says the writer, "To avoid inflicting its magnitude by public notice of its acts, and endeavoured by personal inquiry to ascertain the real state of the case, and by oral expostulation to point out the mistake of advocating such a system in connection with national politics. But we found that if we desired to be free from the charge of conniving at a misuse of our name we must take public means to protest against it. Our illustrious countryman, Mr. Smith O'Brien, whose name has been made powerful use of, seems to take a similar view of the case, as may be seen by his letter, which will, we trust, have effect on the courageous but erring men who are being misled by false pretences." (220, 492, 430, 733)
table-cell: 1 (708, 894, 751, 913)
poem-line: Why you couldn't, when I asked you—just let that retriever go— (16, 213, 210, 232)
poem-line: Give me a gallon! how I thirst! what can the matter be? (16, 946, 210, 965)
poem-line: Here I awoke, and rang my bell, for Schweppe, and eau de vie. (16, 966, 210, 985)
witnesses-label: Witnesses:— (668, 580, 715, 590)
table-cell: 182 (750, 883, 793, 894)
cargo-item: 1 " cloth caps (888, 1236, 938, 1246)
notice-title: NOTICE. (524, 1151, 566, 1162)
poem-line: Dance with Alice," "flirt with Julia," Well, perhaps, you'll let me know, (16, 193, 210, 212)
table-cell: Totara or black Pine. (797, 1138, 877, 1149)
poem-line: To get round them, if we can, boys, tho' they're very wild and shy. (16, 570, 210, 588)
contractors-for: For the Provincial Engineer, (717, 1011, 821, 1021)
poem-line: May their path lie through deep stubbles, may they ne'er be caught by snares, (16, 470, 210, 489)
steam-paragraph: THIS Steamer will sail from Lyttelton for Otago about WEDNESDAY next, the 23rd instant. On her return from Otago, she will sail for Wellington and Nelson. (660, 210, 878, 237)
table-header: Diamr. in inches. (708, 864, 751, 883)
poem-body (8, 69, 210, 985)
article-paragraph: I hope you will lose no time in cautioning the Nationalists of Ireland against connexion with such societies. Either through indiscretion or through treachery, the secrets of such associations become known, almost immediately, to the Government, and furnish a pretext for invasions upon public liberty. (220, 812, 430, 866)
poem-line: For it tells of beauty perished, and of gardens dank and sere, (16, 609, 210, 628)
poem-line: Now, what's that beast, with black moustaches, and what has he to say (16, 669, 210, 687)
steam-freight: For freight or passage, apply to (668, 290, 784, 300)
table-cell: 66 (661, 1127, 716, 1138)
dimension: 8 x 2 (461, 1232, 478, 1241)
cook-title: COOK AND HOUSEMAID. (709, 340, 829, 351)
cargo-item: 20 half chests tea (888, 942, 953, 952)
cargo-item: 10 cwt. sole leather (888, 1270, 960, 1280)
poem-line: And give me to drink, Titinius, for I'm most amazing dry! (16, 411, 210, 430)
cargo-item: 1 " bamboo bedsteads (888, 1202, 969, 1212)
poem-line: Will you always misinterpret? will you never, never learn (16, 233, 210, 252)
cargo-item: 12 cases Colman's blue (888, 1018, 974, 1027)
dissolution-paragraph: NOTICE is hereby given that the Partnership hitherto subsisting between the undersigned, Christopher George Hodgson and Charles Ferrers Knyvett, as sheep-farmers at Addington Station, in the district of Amuri, in the Province of Nelson, has this day been dissolved by mutual consent. (660, 472, 878, 518)
contractors-paragraph: The remainder to be delivered at the same place within three months from the signing of the contract. (660, 972, 878, 991)
contractors-paragraph: Tenders to be sent in to the Provincial Secretary's Office on or before Noon on SATURDAY, the 26th Instant. (660, 991, 878, 1010)
cook-paragraph: WANTED a good Female Cook and Housemaid. Apply to (668, 351, 873, 361)
witness-role: Solicitor, Christchurch ; (790, 602, 878, 612)
secret-societies-title: CHRIST CHURCH AND SECRET SOCIETIES. (221, 161, 429, 172)
partnership-signed: Signed by the said Robert Taylor and Joseph John Popplewell in the presence of (888, 755, 1106, 774)
cricket-name: CROSBIE WARD, (1043, 134, 1106, 144)
poem-line: Ah, those peaches, "Royal Georges," how the juice runs down my chin!— (16, 114, 210, 133)
cargo-item: 5 tons salt (888, 1026, 926, 1036)
cook-place: Dampier's Bay. (823, 373, 878, 383)
poem-line: Those runners in the turnips we always leave behind— (16, 451, 210, 470)
cargo-item: 3 casks tartaric acid (888, 992, 963, 1002)
cricket-name: A. C. CROFT, (1058, 123, 1106, 133)
contractors-paragraph: One third, consisting of an equal proportion of each, to be delivered on the South Bank of the Waimakariri, at Mr. Rowley's, within one month from the signing of the contract. (660, 934, 878, 971)
